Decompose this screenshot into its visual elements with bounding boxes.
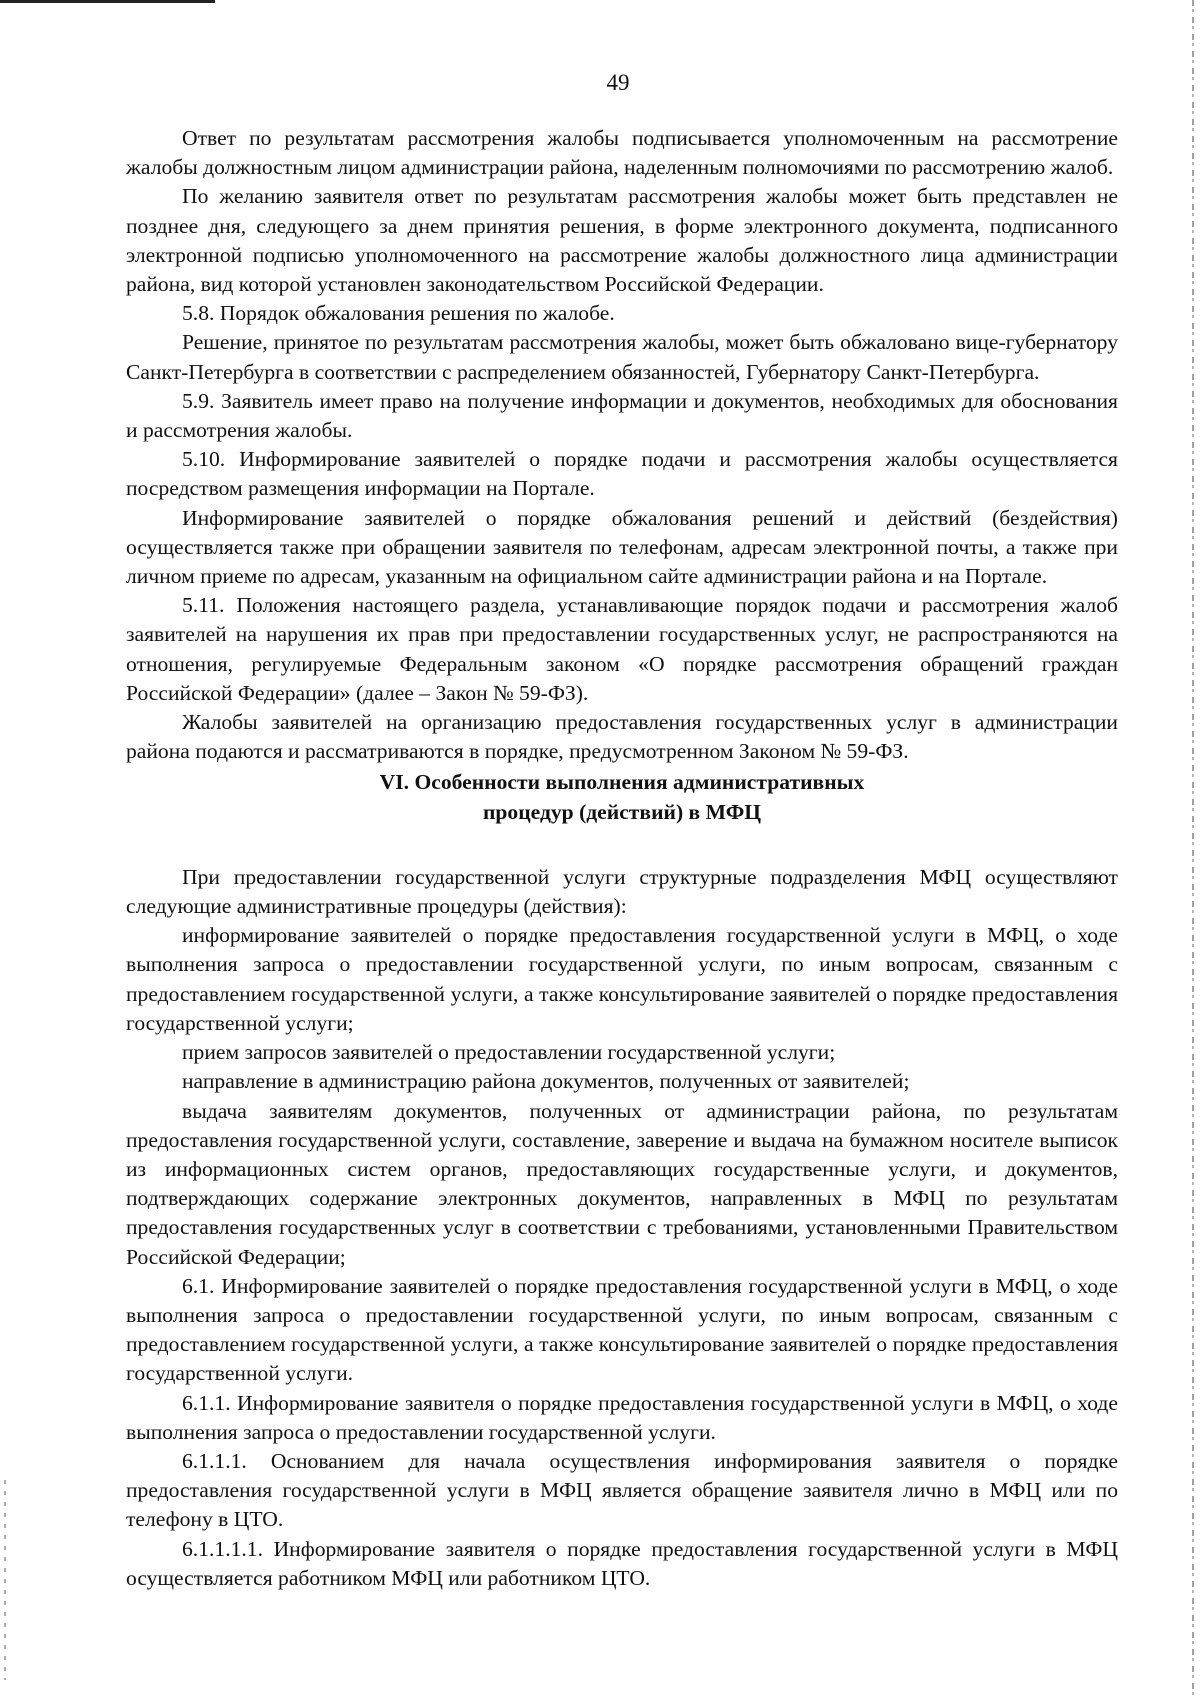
document-body [126,124,1118,1593]
paragraph: 6.1.1. Информирование заявителя о порядке предоставления государственной услуги в МФЦ, о ходе выполнения запроса о предоставлении государственной услуги. [126,1390,1118,1444]
paragraph: прием запросов заявителей о предоставлении государственной услуги; [182,1040,836,1065]
section-heading-line1: VI. Особенности выполнения административных [379,770,865,795]
paragraph: 6.1.1.1. Основанием для начала осуществления информирования заявителя о порядке предоставления государственной услуги в МФЦ является обращение заявителя лично в МФЦ или по телефону в ЦТО. [126,1448,1118,1532]
paragraph: 5.10. Информирование заявителей о порядке подачи и рассмотрения жалобы осуществляется посредством размещения информации на Портале. [126,447,1118,501]
paragraph: информирование заявителей о порядке предоставления государственной услуги в МФЦ, о ходе выполнения запроса о предоставлении государственной услуги, по иным вопросам, связанным с предоставлением государственной услуги, а также консультирование заявителей о порядке предоставления государственной услуги; [126,923,1118,1035]
scan-edge-top [0,0,215,3]
paragraph: При предоставлении государственной услуги структурные подразделения МФЦ осуществляют следующие административные процедуры (действия): [126,864,1118,919]
paragraph: 6.1.1.1.1. Информирование заявителя о порядке предоставления государственной услуги в МФЦ осуществляется работником МФЦ или работником ЦТО. [126,1536,1118,1590]
section-heading-line2: процедур (действий) в МФЦ [482,799,762,824]
paragraph: Жалобы заявителей на организацию предоставления государственных услуг в администрации района подаются и рассматриваются в порядке, предусмотренном Законом № 59-ФЗ. [126,710,1118,764]
paragraph: Информирование заявителей о порядке обжалования решений и действий (бездействия) осуществляется также при обращении заявителя по телефонам, адресам электронной почты, а также при личном приеме по адресам, указанным на официальном сайте администрации района и на Портале. [126,505,1118,589]
section-heading [126,768,1118,826]
scan-edge-left [4,1480,6,1680]
page-number: 49 [606,70,630,95]
paragraph: направление в администрацию района документов, полученных от заявителей; [182,1069,910,1094]
paragraph: 5.11. Положения настоящего раздела, устанавливающие порядок подачи и рассмотрения жалоб заявителей на нарушения их прав при предоставлении государственных услуг, не распространяются на отношения, регулируемые Федеральным законом «О порядке рассмотрения обращений граждан Российской Федерации» (далее – Закон № 59-ФЗ). [126,593,1118,705]
paragraph: По желанию заявителя ответ по результатам рассмотрения жалобы может быть представлен не позднее дня, следующего за днем принятия решения, в форме электронного документа, подписанного электронной подписью уполномоченного на рассмотрение жалобы должностного лица администрации района, вид которой установлен законодательством Российской Федерации. [126,184,1118,297]
scan-edge-right [1192,0,1194,1696]
paragraph: Решение, принятое по результатам рассмотрения жалобы, может быть обжаловано вице-губернатору Санкт-Петербурга в соответствии с распределением обязанностей, Губернатору Санкт-Петербурга. [126,330,1118,384]
paragraph: 5.8. Порядок обжалования решения по жалобе. [182,301,615,326]
paragraph: 5.9. Заявитель имеет право на получение информации и документов, необходимых для обоснования и рассмотрения жалобы. [126,388,1118,443]
paragraph: выдача заявителям документов, полученных от администрации района, по результатам предоставления государственной услуги, составление, заверение и выдача на бумажном носителе выписок из информационных систем органов, предоставляющих государственные услуги, и документов, подтверждающих содержание электронных документов, направленных в МФЦ по результатам предоставления государственных услуг в соответствии с требованиями, установленными Правительством Российской Федерации; [126,1098,1118,1269]
paragraph: 6.1. Информирование заявителей о порядке предоставления государственной услуги в МФЦ, о ходе выполнения запроса о предоставлении государственной услуги, по иным вопросам, связанным с предоставлением государственной услуги, а также консультирование заявителей о порядке предоставления государственной услуги. [126,1273,1118,1386]
paragraph: Ответ по результатам рассмотрения жалобы подписывается уполномоченным на рассмотрение жалобы должностным лицом администрации района, наделенным полномочиями по рассмотрению жалоб. [126,126,1118,180]
